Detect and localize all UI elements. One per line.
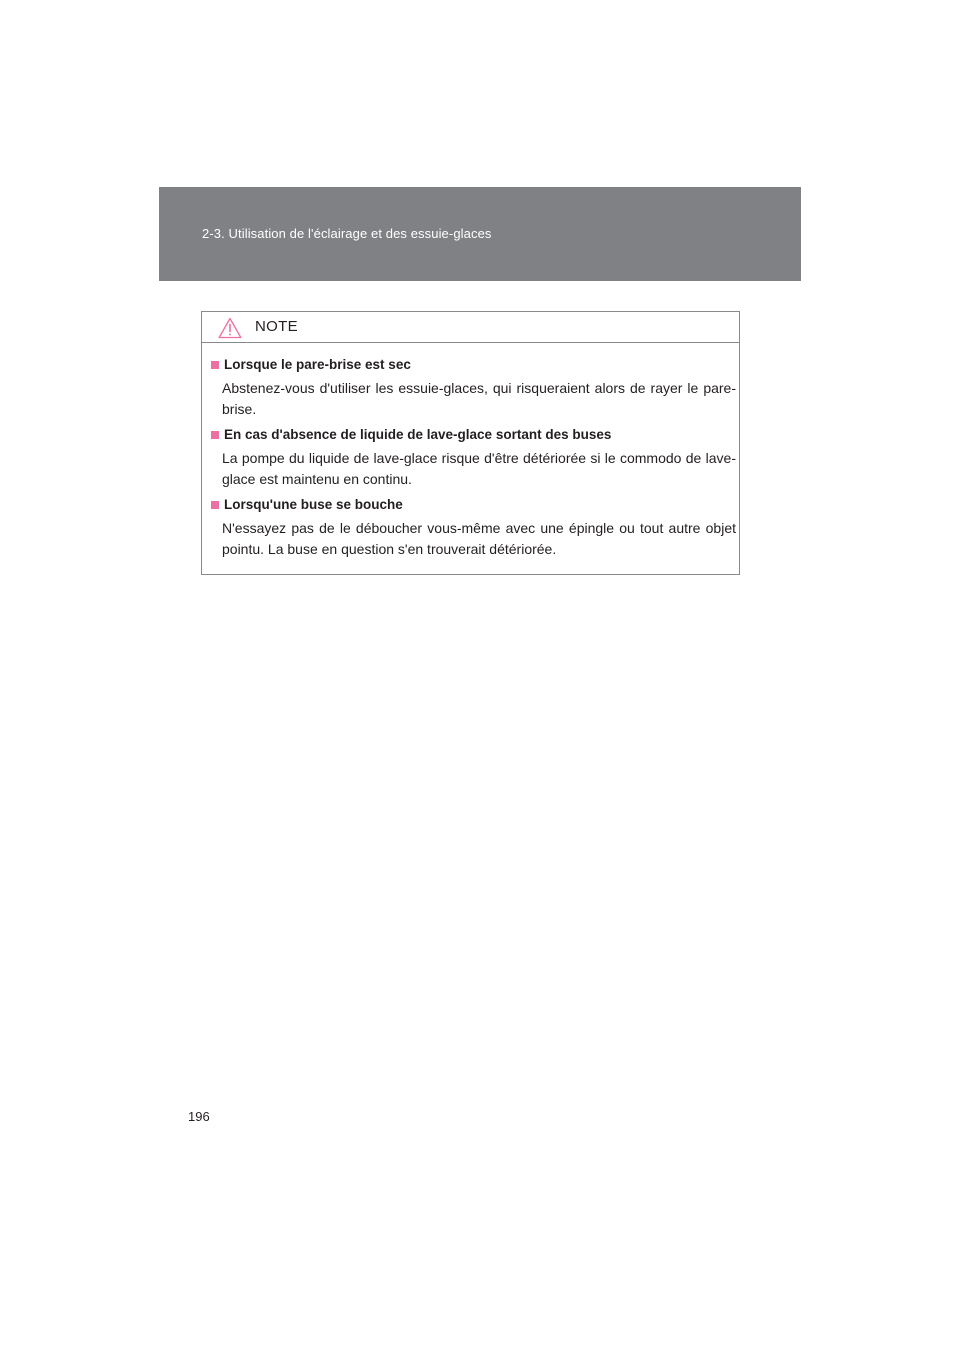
note-body	[211, 354, 736, 564]
section-header	[159, 187, 801, 281]
note-item-text: N'essayez pas de le déboucher vous-même avec une épingle ou tout autre objet pointu. La buse en question s'en trouverait détériorée.	[222, 520, 736, 557]
note-item-heading: Lorsque le pare-brise est sec	[224, 357, 411, 372]
note-item-text: Abstenez-vous d'utiliser les essuie-glaces, qui risqueraient alors de rayer le pare-brise.	[222, 380, 736, 417]
note-item	[211, 494, 736, 560]
square-bullet-icon	[211, 431, 219, 439]
note-item-heading: En cas d'absence de liquide de lave-glace sortant des buses	[224, 427, 612, 442]
note-item-heading: Lorsqu'une buse se bouche	[224, 497, 403, 512]
note-item-text: La pompe du liquide de lave-glace risque d'être détériorée si le commodo de lave-glace est maintenu en continu.	[222, 450, 736, 487]
square-bullet-icon	[211, 501, 219, 509]
note-box	[201, 311, 740, 575]
note-item	[211, 424, 736, 490]
square-bullet-icon	[211, 361, 219, 369]
section-title: 2-3. Utilisation de l'éclairage et des essuie-glaces	[202, 226, 492, 241]
note-item	[211, 354, 736, 420]
note-header	[202, 312, 739, 343]
note-label: NOTE	[255, 318, 298, 335]
page-number: 196	[188, 1109, 210, 1124]
warning-triangle-icon	[218, 317, 242, 339]
